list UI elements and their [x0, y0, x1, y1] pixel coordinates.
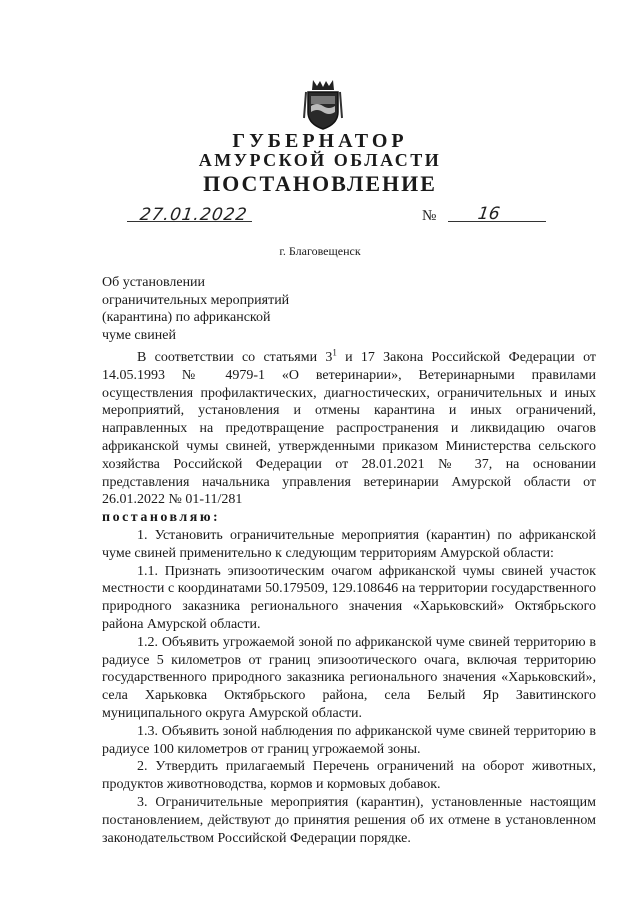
- handwritten-number: 16: [476, 204, 502, 224]
- preamble-text-rest: и 17 Закона Российской Федерации от 14.05.1993 № 4979-1 «О ветеринарии», Ветеринарными правилами осуществления профилактических, диагностических, ограничительных и иных мероприятий, установления и отмены карантина и иных ограничений, направленных на предотвращение распространения и ликвидацию очагов африканской чумы свиней, утвержденными приказом Министерства сельского хозяйства Российской Федерации от 28.01.2021 № 37, на основании представления начальника управления ветеринарии Амурской области от 26.01.2022 № 01-11/281: [102, 350, 596, 508]
- subject-line: ограничительных мероприятий: [102, 292, 290, 308]
- coat-of-arms-emblem: [300, 78, 346, 130]
- preamble-paragraph: [102, 349, 596, 509]
- paragraph-1: 1. Установить ограничительные мероприятия (карантин) по африканской чуме свиней применительно к следующим территориям Амурской области:: [102, 527, 596, 561]
- superscript: 1: [332, 347, 337, 358]
- header-governor: ГУБЕРНАТОР: [232, 130, 408, 152]
- document-type-title: ПОСТАНОВЛЕНИЕ: [203, 171, 437, 196]
- number-sign: №: [422, 208, 437, 224]
- city-line: г. Благовещенск: [279, 244, 361, 258]
- paragraph-3: 3. Ограничительные мероприятия (карантин), установленные настоящим постановлением, действуют до принятия решения об их отмене в установленном законодательством Российской Федерации порядке.: [102, 794, 596, 846]
- handwritten-date: 27.01.2022: [138, 205, 249, 225]
- document-body: [102, 349, 596, 847]
- decree-word: постановляю:: [102, 510, 221, 526]
- paragraph-1-3: 1.3. Объявить зоной наблюдения по африканской чуме свиней территорию в радиусе 100 километров от границ угрожаемой зоны.: [102, 723, 596, 757]
- paragraph-2: 2. Утвердить прилагаемый Перечень ограничений на оборот животных, продуктов животноводства, кормов и кормовых добавок.: [102, 759, 596, 793]
- subject-line: чуме свиней: [102, 327, 176, 343]
- header-region: АМУРСКОЙ ОБЛАСТИ: [198, 150, 442, 170]
- paragraph-1-1: 1.1. Признать эпизоотическим очагом африканской чумы свиней участок местности с координатами 50.179509, 129.108646 на территории государственного природного заказника регионального значения «Харьковский» Октябрьского района Амурской области.: [102, 563, 596, 632]
- subject-block: [102, 274, 289, 344]
- paragraph-1-2: 1.2. Объявить угрожаемой зоной по африканской чуме свиней территорию в радиусе 5 километров от границ эпизоотического очага, включая территорию государственного природного заказника регионального значения «Харьковский», села Харьковка Октябрьского района, села Белый Яр Завитинского муниципального округа Амурской области.: [102, 634, 596, 721]
- subject-line: (карантина) по африканской: [102, 310, 271, 325]
- subject-line: Об установлении: [102, 275, 206, 290]
- preamble-text-start: В соответствии со статьями 3: [137, 350, 333, 365]
